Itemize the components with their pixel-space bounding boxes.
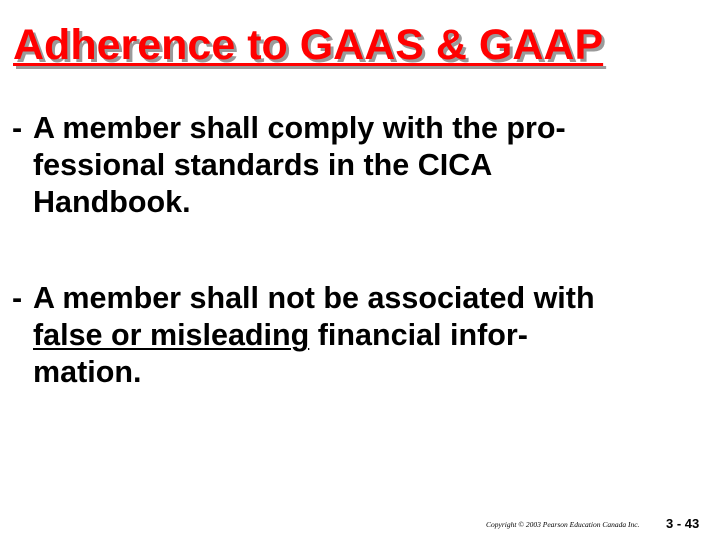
bullet-item-1 — [12, 110, 702, 221]
bullet-line — [12, 317, 702, 354]
bullet-item-2 — [12, 280, 702, 391]
bullet-line — [12, 147, 702, 184]
bullet-line — [12, 280, 702, 317]
slide-title: Adherence to GAAS & GAAP — [13, 21, 604, 69]
text-segment: mation. — [33, 355, 142, 389]
bullet-line — [12, 354, 702, 391]
page-number: 3 - 43 — [666, 516, 700, 531]
text-segment: A member shall not be associated with — [33, 281, 595, 315]
bullet-line — [12, 184, 702, 221]
bullet-marker: - — [12, 281, 23, 315]
text-segment: financial infor- — [309, 318, 528, 352]
copyright-notice: Copyright © 2003 Pearson Education Canada Inc. — [486, 520, 640, 529]
bullet-line — [12, 110, 702, 147]
text-segment: fessional standards in the CICA — [33, 148, 493, 182]
text-segment: A member shall comply with the pro- — [33, 111, 566, 145]
text-segment: Handbook. — [33, 185, 191, 219]
bullet-marker: - — [12, 111, 23, 145]
underlined-text-segment: false or misleading — [33, 318, 310, 352]
